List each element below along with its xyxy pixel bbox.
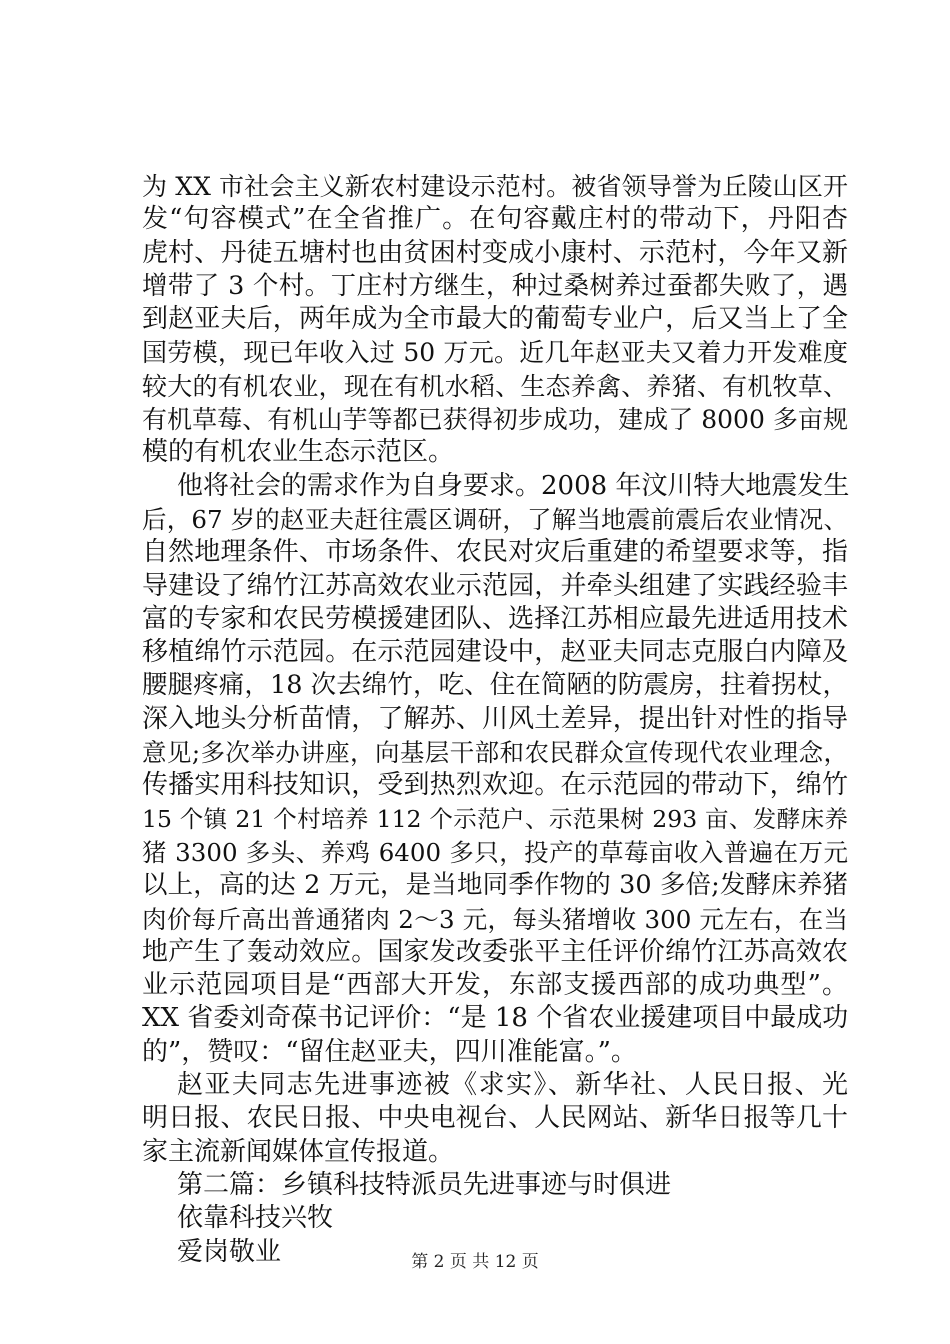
text-line: 为 XX 市社会主义新农村建设示范村。被省领导誉为丘陵山区开 [142,172,848,201]
text-line: 肉价每斤高出普通猪肉 2～3 元，每头猪增收 300 元左右，在当 [142,904,848,934]
text-line: 猪 3300 多头、养鸡 6400 多只，投产的草莓亩收入普遍在万元 [142,837,848,867]
text-line: 富的专家和农民劳模援建团队、选择江苏相应最先进适用技术 [142,603,848,634]
paragraph-3 [142,1069,848,1169]
page-footer: 第 2 页 共 12 页 [411,1252,539,1272]
text-line: 的”，赞叹：“留住赵亚夫，四川准能富。”。 [142,1036,637,1067]
text-line: 明日报、农民日报、中央电视台、人民网站、新华日报等几十 [142,1103,848,1134]
subheading: 爱岗敬业 [177,1236,282,1267]
document-body [142,170,848,1269]
text-line: 他将社会的需求作为自身要求。2008 年汶川特大地震发生 [177,470,850,501]
text-line: 模的有机农业生态示范区。 [142,437,455,468]
text-line: 导建设了绵竹江苏高效农业示范园，并牵头组建了实践经验丰 [142,570,848,601]
text-line: 业示范园项目是“西部大开发，东部支援西部的成功典型”。 [142,970,848,1001]
text-line: 发“句容模式”在全省推广。在句容戴庄村的带动下，丹阳杏 [142,204,848,235]
text-line: 意见;多次举办讲座，向基层干部和农民群众宣传现代农业理念， [142,738,848,768]
text-line: 深入地头分析苗情，了解苏、川风土差异，提出针对性的指导 [142,703,848,734]
text-line: 腰腿疼痛，18 次去绵竹，吃、住在简陋的防震房，拄着拐杖， [142,670,848,701]
text-line: 移植绵竹示范园。在示范园建设中，赵亚夫同志克服白内障及 [142,637,848,668]
text-line: 增带了 3 个村。丁庄村方继生，种过桑树养过蚕都失败了，遇 [142,270,848,301]
text-line: 国劳模，现已年收入过 50 万元。近几年赵亚夫又着力开发难度 [142,338,848,368]
subheading: 依靠科技兴牧 [177,1203,334,1234]
text-line: 地产生了轰动效应。国家发改委张平主任评价绵竹江苏高效农 [142,936,848,967]
text-line: 自然地理条件、市场条件、农民对灾后重建的希望要求等，指 [142,537,848,568]
text-line: 家主流新闻媒体宣传报道。 [142,1136,455,1167]
text-line: 有机草莓、有机山芋等都已获得初步成功，建成了 8000 多亩规 [142,405,848,435]
text-line: XX 省委刘奇葆书记评价：“是 18 个省农业援建项目中最成功 [142,1003,849,1034]
section-heading: 第二篇：乡镇科技特派员先进事迹与时俱进 [177,1169,672,1200]
text-line: 赵亚夫同志先进事迹被《求实》、新华社、人民日报、光 [177,1070,848,1101]
text-line: 较大的有机农业，现在有机水稻、生态养禽、养猪、有机牧草、 [142,371,848,401]
paragraph-2 [142,470,848,1069]
text-line: 传播实用科技知识，受到热烈欢迎。在示范园的带动下，绵竹 [142,770,848,801]
paragraph-1 [142,170,848,470]
text-line: 15 个镇 21 个村培养 112 个示范户、示范果树 293 亩、发酵床养 [142,804,848,833]
text-line: 虎村、丹徒五塘村也由贫困村变成小康村、示范村，今年又新 [142,237,848,268]
text-line: 到赵亚夫后，两年成为全市最大的葡萄专业户，后又当上了全 [142,304,848,335]
text-line: 以上，高的达 2 万元，是当地同季作物的 30 多倍;发酵床养猪 [142,870,848,901]
text-line: 后，67 岁的赵亚夫赶往震区调研，了解当地震前震后农业情况、 [142,504,848,534]
